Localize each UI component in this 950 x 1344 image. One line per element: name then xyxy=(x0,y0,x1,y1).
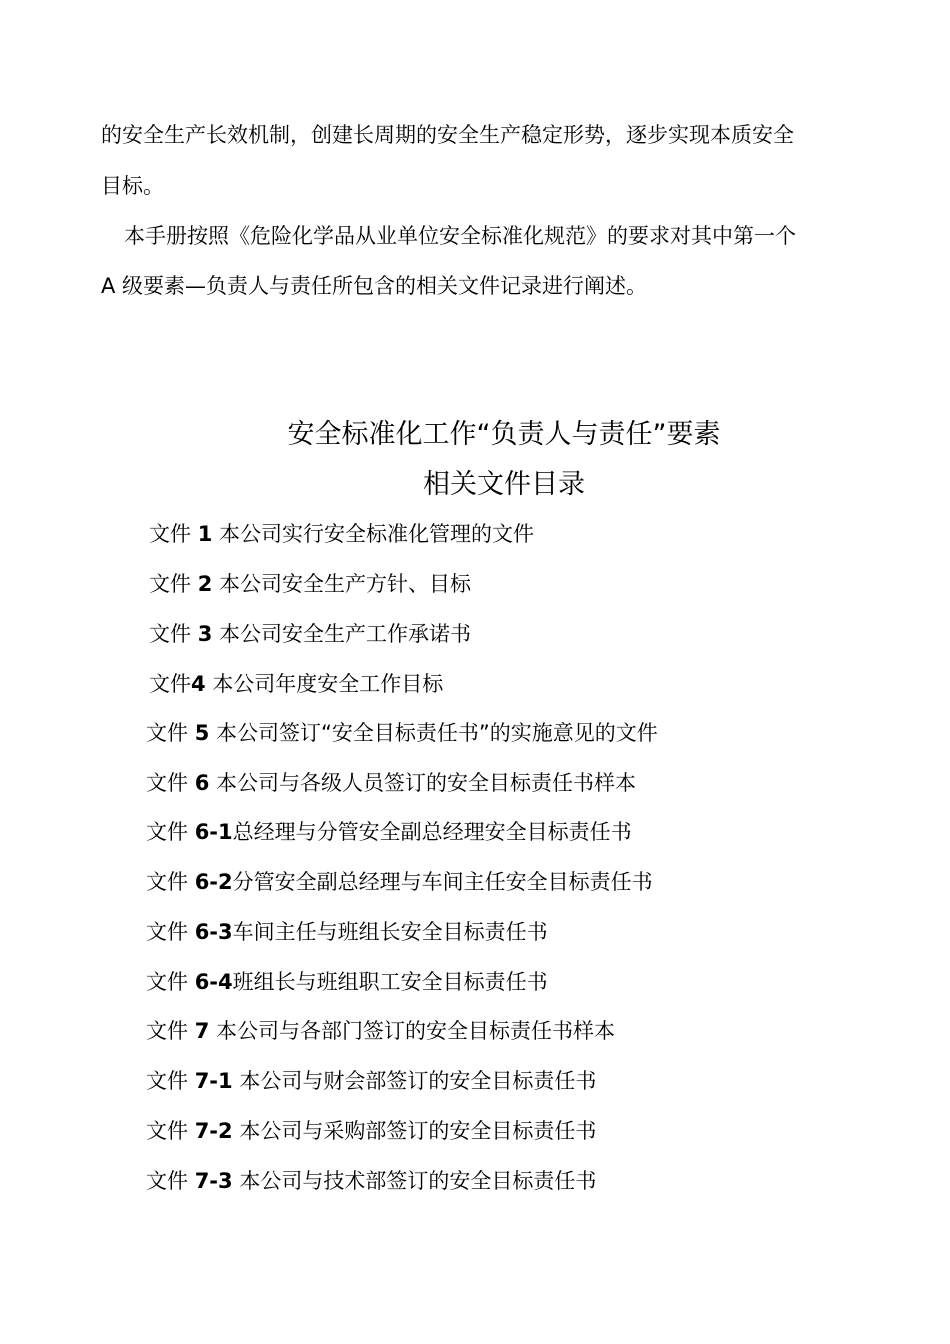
toc-item-number: 1 xyxy=(197,522,213,546)
toc-item xyxy=(146,1017,615,1045)
toc-item-text: 本公司与财会部签订的安全目标责任书 xyxy=(239,1069,597,1093)
toc-item xyxy=(146,1167,596,1195)
toc-item-number: 7-3 xyxy=(194,1169,233,1193)
toc-item-number: 6-4 xyxy=(194,970,233,994)
toc-item xyxy=(146,769,636,797)
toc-item-label: 文件 xyxy=(149,522,191,546)
toc-item-number: 6-1 xyxy=(194,820,233,844)
toc-item-text: 车间主任与班组长安全目标责任书 xyxy=(232,920,548,944)
toc-item-text: 分管安全副总经理与车间主任安全目标责任书 xyxy=(232,870,653,894)
toc-item xyxy=(146,968,548,996)
toc-item-label: 文件 xyxy=(149,572,191,596)
toc-item-text: 本公司安全生产方针、目标 xyxy=(219,572,471,596)
toc-item xyxy=(146,1067,596,1095)
toc-item-label: 文件 xyxy=(146,1169,188,1193)
toc-item-label: 文件 xyxy=(146,820,188,844)
toc-item-text: 总经理与分管安全副总经理安全目标责任书 xyxy=(232,820,632,844)
toc-item-number: 6-2 xyxy=(194,870,233,894)
toc-item-text: 本公司与采购部签订的安全目标责任书 xyxy=(239,1119,597,1143)
toc-item xyxy=(146,719,658,747)
toc-item-number: 6-3 xyxy=(194,920,233,944)
toc-item-number: 4 xyxy=(191,672,206,696)
toc-item xyxy=(149,520,534,548)
toc-item-text: 本公司签订“安全目标责任书”的实施意见的文件 xyxy=(216,721,658,745)
toc-item-label: 文件 xyxy=(146,721,188,745)
toc-item-label: 文件 xyxy=(146,1119,188,1143)
toc-item-label: 文件 xyxy=(146,920,188,944)
paragraph-2-line-1: 本手册按照《危险化学品从业单位安全标准化规范》的要求对其中第一个 xyxy=(124,224,796,248)
toc-item-label: 文件 xyxy=(149,672,191,696)
toc-item xyxy=(146,1117,596,1145)
toc-item-text: 本公司与技术部签订的安全目标责任书 xyxy=(239,1169,597,1193)
toc-item xyxy=(146,868,653,896)
toc-item-number: 6 xyxy=(194,771,210,795)
toc-item-label: 文件 xyxy=(146,1019,188,1043)
toc-item-text: 本公司年度安全工作目标 xyxy=(212,672,444,696)
toc-item-number: 7-2 xyxy=(194,1119,233,1143)
toc-item xyxy=(149,670,443,698)
toc-title-line-1: 安全标准化工作“负责人与责任”要素 xyxy=(287,419,721,450)
toc-item-label: 文件 xyxy=(146,771,188,795)
toc-item-text: 本公司与各级人员签订的安全目标责任书样本 xyxy=(216,771,636,795)
toc-item-text: 本公司与各部门签订的安全目标责任书样本 xyxy=(216,1019,615,1043)
toc-item-number: 2 xyxy=(197,572,213,596)
toc-item-label: 文件 xyxy=(146,970,188,994)
toc-item-text: 本公司安全生产工作承诺书 xyxy=(219,622,471,646)
toc-item xyxy=(149,620,471,648)
paragraph-1-line-1: 的安全生产长效机制，创建长周期的安全生产稳定形势，逐步实现本质安全 xyxy=(101,123,794,147)
toc-item xyxy=(149,570,471,598)
toc-item-label: 文件 xyxy=(146,1069,188,1093)
paragraph-2-line-2: A 级要素—负责人与责任所包含的相关文件记录进行阐述。 xyxy=(101,274,648,298)
toc-item-number: 7 xyxy=(194,1019,210,1043)
toc-item-text: 本公司实行安全标准化管理的文件 xyxy=(219,522,534,546)
toc-item-number: 5 xyxy=(194,721,210,745)
toc-item-label: 文件 xyxy=(149,622,191,646)
toc-item xyxy=(146,818,632,846)
toc-item-label: 文件 xyxy=(146,870,188,894)
toc-item xyxy=(146,918,548,946)
paragraph-1-line-2: 目标。 xyxy=(101,174,164,198)
toc-item-text: 班组长与班组职工安全目标责任书 xyxy=(232,970,548,994)
toc-title-line-2: 相关文件目录 xyxy=(423,469,585,500)
toc-item-number: 3 xyxy=(197,622,213,646)
toc-item-number: 7-1 xyxy=(194,1069,233,1093)
